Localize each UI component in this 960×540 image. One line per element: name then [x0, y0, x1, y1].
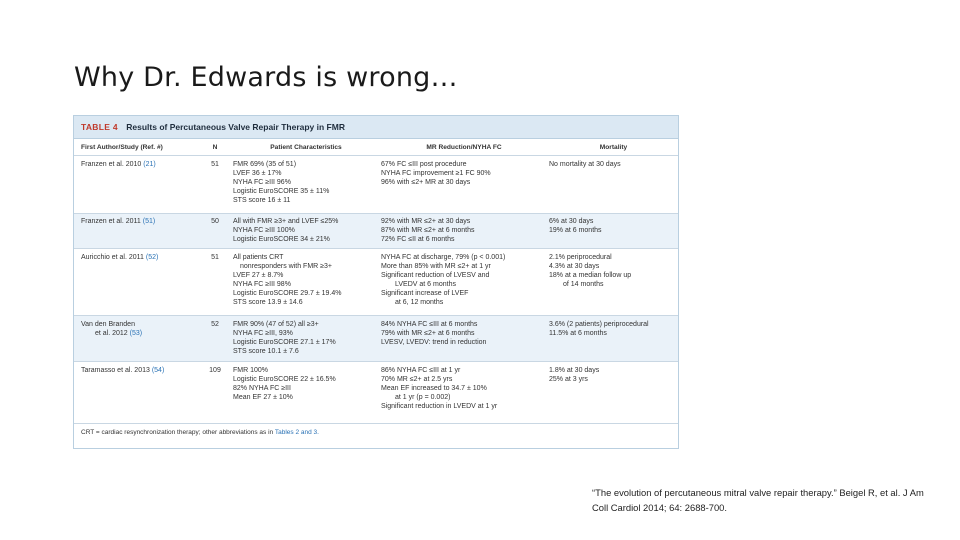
n-cell: 50: [211, 218, 219, 225]
ref-link[interactable]: (53): [129, 330, 143, 337]
n-cell: 51: [211, 254, 219, 261]
ref-link[interactable]: (21): [143, 161, 156, 168]
citation: “The evolution of percutaneous mitral valve repair therapy.” Beigel R, et al. J Am Coll Cardiol 2014; 64: 2688-700.: [592, 487, 924, 513]
n-cell: 52: [211, 321, 219, 328]
table-row: Van den Branden et al. 2012 (53) 52 FMR 90% (47 of 52) all ≥3+ NYHA FC ≥III, 93% Logistic EuroSCORE 27.1 ± 17% STS score 10.1 ± 7.6 84% NYHA FC ≤III at 6 months 79% with MR ≤2+ at 6 months LVESV, LVEDV: trend in reduction 3.6% (2 patients) periprocedural 11.5% at 6 months: [74, 316, 678, 362]
n-cell: 109: [209, 367, 221, 374]
mortality-cell: 3.6% (2 patients) periprocedural 11.5% at 6 months: [549, 321, 649, 337]
patients-cell: All patients CRT nonresponders with FMR ≥3+ LVEF 27 ± 8.7% NYHA FC ≥III 98% Logistic EuroSCORE 29.7 ± 19.4% STS score 13.9 ± 14.6: [233, 254, 342, 306]
mr-cell: NYHA FC at discharge, 79% (p < 0.001) More than 85% with MR ≤2+ at 1 yr Significant reduction of LVESV and LVEDV at 6 months Significant increase of LVEF at 6, 12 months: [381, 254, 506, 306]
header-n: N: [212, 144, 218, 151]
results-table: [73, 115, 679, 449]
author-cell: Franzen et al. 2010: [81, 161, 142, 168]
mr-cell: 84% NYHA FC ≤III at 6 months 79% with MR ≤2+ at 6 months LVESV, LVEDV: trend in reduction: [381, 321, 487, 346]
ref-link[interactable]: (52): [145, 254, 159, 261]
patients-cell: FMR 69% (35 of 51) LVEF 36 ± 17% NYHA FC ≥III 96% Logistic EuroSCORE 35 ± 11% STS score 16 ± 11: [233, 161, 330, 204]
slide-title: Why Dr. Edwards is wrong…: [74, 62, 458, 93]
table-footnote: CRT = cardiac resynchronization therapy; other abbreviations as in Tables 2 and 3.: [81, 429, 319, 436]
mr-cell: 92% with MR ≤2+ at 30 days 87% with MR ≤2+ at 6 months 72% FC ≤II at 6 months: [381, 218, 475, 243]
n-cell: 51: [211, 161, 219, 168]
mortality-cell: 1.8% at 30 days 25% at 3 yrs: [549, 367, 600, 383]
patients-cell: FMR 90% (47 of 52) all ≥3+ NYHA FC ≥III, 93% Logistic EuroSCORE 27.1 ± 17% STS score 10.1 ± 7.6: [233, 321, 336, 355]
mr-cell: 67% FC ≤III post procedure NYHA FC improvement ≥1 FC 90% 96% with ≤2+ MR at 30 days: [381, 161, 491, 186]
table-caption: [74, 116, 678, 139]
header-author: First Author/Study (Ref. #): [81, 144, 163, 151]
patients-cell: FMR 100% Logistic EuroSCORE 22 ± 16.5% 82% NYHA FC ≥III Mean EF 27 ± 10%: [233, 367, 336, 401]
table-row: [74, 249, 678, 316]
header-mortality: Mortality: [599, 144, 628, 151]
table-row: [74, 362, 678, 424]
ref-link[interactable]: (54): [151, 367, 165, 374]
table-title: Results of Percutaneous Valve Repair Therapy in FMR: [126, 122, 345, 132]
author-cell: Van den Branden: [81, 321, 135, 328]
mortality-cell: 6% at 30 days 19% at 6 months: [549, 218, 602, 234]
table-header-row: [74, 139, 678, 156]
table-body: [74, 156, 678, 424]
mortality-cell: 2.1% periprocedural 4.3% at 30 days 18% at a median follow up of 14 months: [549, 254, 632, 288]
table-label: TABLE 4: [81, 122, 118, 132]
patients-cell: All with FMR ≥3+ and LVEF ≤25% NYHA FC ≥III 100% Logistic EuroSCORE 34 ± 21%: [233, 218, 339, 243]
author-cell: Taramasso et al. 2013: [81, 367, 150, 374]
author-cell: Franzen et al. 2011: [81, 218, 141, 225]
ref-link[interactable]: (51): [142, 218, 156, 225]
mr-cell: 86% NYHA FC ≤III at 1 yr 70% MR ≤2+ at 2.5 yrs Mean EF increased to 34.7 ± 10% at 1 yr (p = 0.002) Significant reduction in LVEDV at 1 yr: [381, 367, 498, 410]
table-row: [74, 156, 678, 214]
table-row: [74, 214, 678, 249]
footnote-tables-link[interactable]: Tables 2 and 3.: [274, 429, 319, 436]
header-patients: Patient Characteristics: [270, 144, 342, 151]
header-mr: MR Reduction/NYHA FC: [426, 144, 502, 151]
author-cell: Auricchio et al. 2011: [81, 254, 144, 261]
mortality-cell: No mortality at 30 days: [549, 161, 621, 168]
